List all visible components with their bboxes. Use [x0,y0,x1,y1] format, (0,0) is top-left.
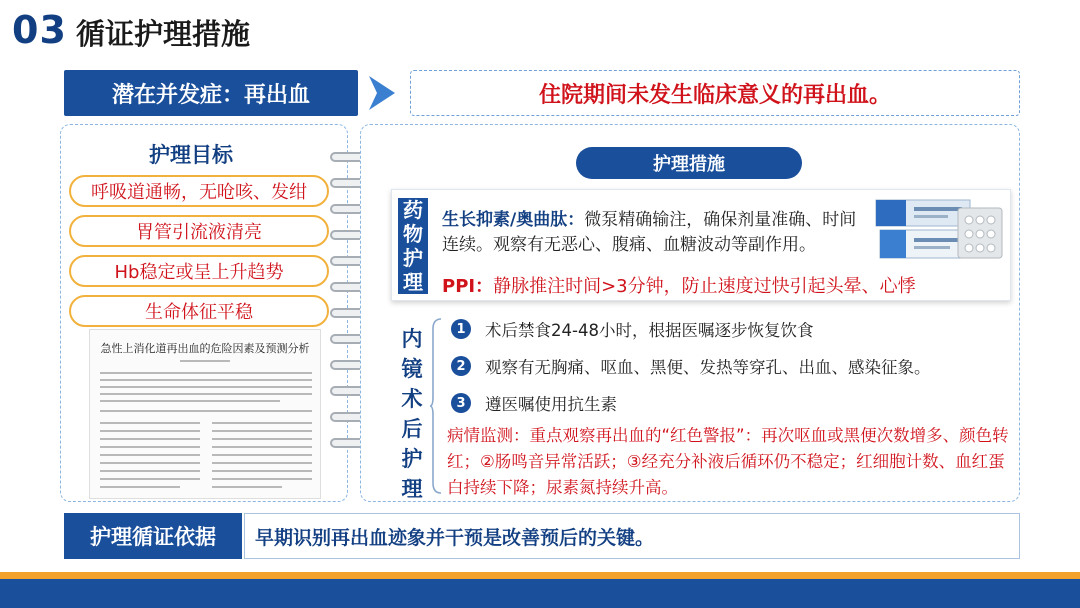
paper-title: 急性上消化道再出血的危险因素及预测分析 [100,342,310,355]
endoscopy-step: 2 观察有无胸痛、呕血、黑便、发热等穿孔、出血、感染征象。 [451,354,931,378]
goal-item: 呼吸道通畅，无呛咳、发绀 [69,175,329,207]
complication-description: 住院期间未发生临床意义的再出血。 [410,70,1020,116]
somatostatin-text: 生长抑素/奥曲肽：微泵精确输注，确保剂量准确、时间连续。观察有无恶心、腹痛、血糖波动等副作用。 [442,210,857,255]
goal-item: 生命体征平稳 [69,295,329,327]
nursing-goals-panel [60,124,348,502]
chevron-right-icon [365,72,405,114]
endoscopy-step: 1 术后禁食24-48小时，根据医嘱逐步恢复饮食 [451,317,813,341]
endoscopy-step: 3 遵医嘱使用抗生素 [451,391,617,415]
goal-item: 胃管引流液清亮 [69,215,329,247]
step-number-badge: 3 [451,393,471,413]
condition-monitoring-text: 病情监测：重点观察再出血的“红色警报”：再次呕血或黑便次数增多、颜色转红；②肠鸣音异常活跃；③经充分补液后循环仍不稳定；红细胞计数、血红蛋白持续下降；尿素氮持续升高。 [447,426,1009,497]
research-paper-thumbnail [89,329,321,499]
drug-nursing-card [391,189,1011,301]
nursing-measures-panel [360,124,1020,502]
endoscopy-nursing-label: 内 镜 术 后 护 理 [401,327,423,501]
drug-nursing-label: 药 物 护 理 [398,198,428,294]
complication-label: 潜在并发症：再出血 [64,70,358,116]
footer-stripe [0,572,1080,579]
brace-icon [429,317,443,495]
step-number-badge: 2 [451,356,471,376]
section-number: 03 [12,8,67,52]
step-number-badge: 1 [451,319,471,339]
evidence-basis-text: 早期识别再出血迹象并干预是改善预后的关键。 [244,513,1020,559]
medicine-box-image [874,194,1004,262]
evidence-basis-label: 护理循证依据 [64,513,242,559]
goal-item: Hb稳定或呈上升趋势 [69,255,329,287]
page-title: 循证护理措施 [76,17,251,51]
nursing-goals-title: 护理目标 [149,143,233,167]
ppi-text: PPI：静脉推注时间>3分钟，防止速度过快引起头晕、心悸 [442,276,916,297]
nursing-measures-title: 护理措施 [576,147,802,179]
